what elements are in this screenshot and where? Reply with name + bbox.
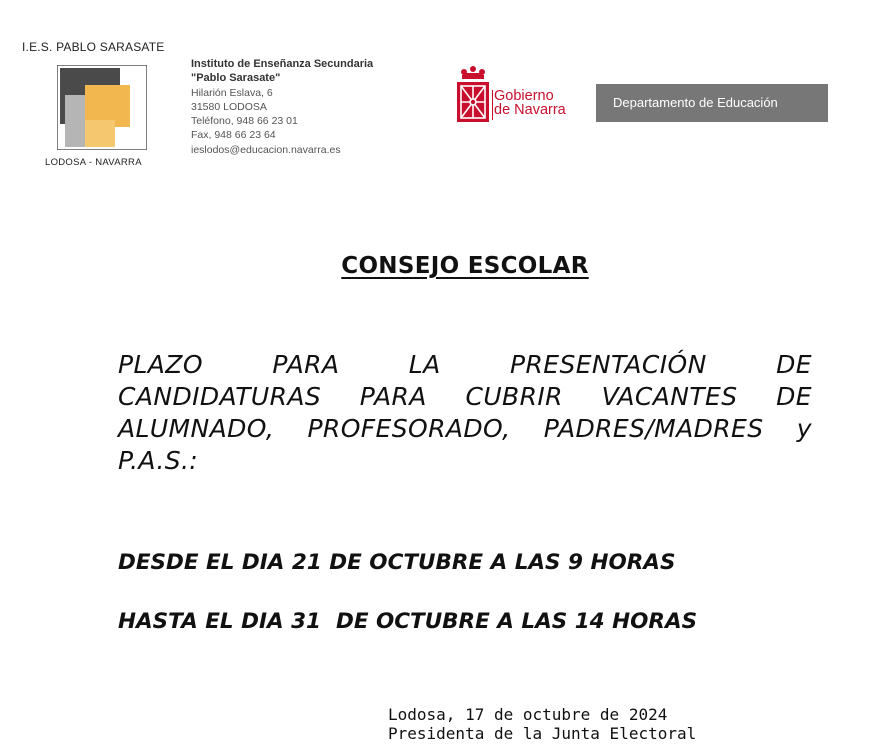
government-line2: de Navarra	[494, 102, 566, 118]
crown-icon	[461, 66, 485, 79]
school-location: LODOSA - NAVARRA	[45, 157, 142, 168]
start-date: DESDE EL DIA 21 DE OCTUBRE A LAS 9 HORAS	[118, 550, 676, 575]
chains-icon	[461, 86, 485, 118]
gov-text-divider	[492, 90, 493, 120]
closing-block	[388, 705, 696, 743]
plazo-line-4: P.A.S.:	[118, 446, 199, 475]
document-title: CONSEJO ESCOLAR	[341, 253, 589, 279]
phone: Teléfono, 948 66 23 01	[191, 115, 298, 128]
plazo-line-1: PLAZO PARA LA PRESENTACIÓN DE	[118, 350, 812, 379]
plazo-line-2: CANDIDATURAS PARA CUBRIR VACANTES DE	[118, 382, 812, 411]
plazo-paragraph	[118, 349, 812, 477]
school-name: I.E.S. PABLO SARASATE	[22, 40, 165, 54]
end-date: HASTA EL DIA 31 DE OCTUBRE A LAS 14 HORAS	[118, 609, 698, 634]
institute-type: Instituto de Enseñanza Secundaria	[191, 58, 374, 70]
logo-white-notch	[130, 68, 144, 88]
school-logo	[57, 65, 147, 150]
address: Hilarión Eslava, 6	[191, 86, 273, 99]
government-line1: Gobierno	[494, 88, 554, 104]
email: ieslodos@educacion.navarra.es	[191, 143, 341, 156]
plazo-line-3: ALUMNADO, PROFESORADO, PADRES/MADRES y	[118, 414, 812, 443]
contact-block	[191, 57, 373, 157]
logo-orange-lower	[85, 120, 115, 147]
institute-name: "Pablo Sarasate"	[191, 72, 281, 85]
place-date: Lodosa, 17 de octubre de 2024	[388, 705, 668, 724]
fax: Fax, 948 66 23 64	[191, 129, 276, 142]
city: 31580 LODOSA	[191, 100, 267, 113]
government-name	[494, 89, 566, 117]
signer-title: Presidenta de la Junta Electoral	[388, 724, 697, 743]
department-bar: Departamento de Educación	[596, 84, 828, 122]
